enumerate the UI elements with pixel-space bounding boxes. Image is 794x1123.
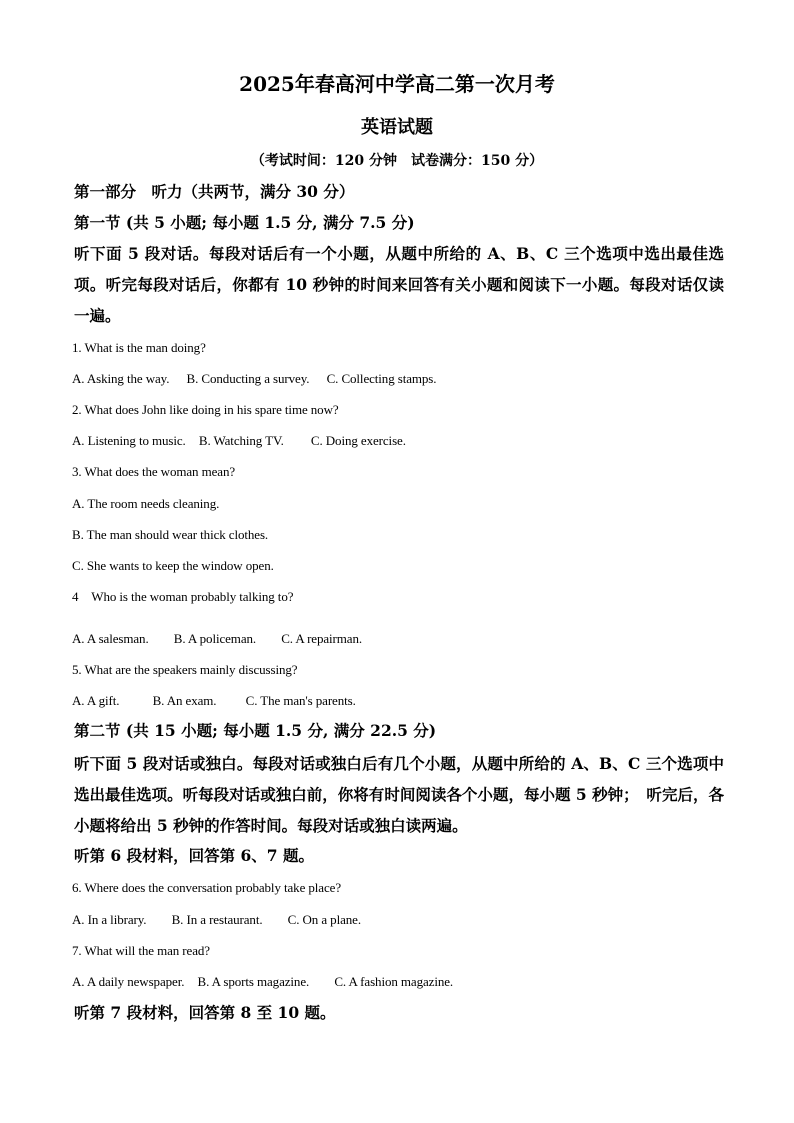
part1-heading: 第一部分 听力（共两节，满分 30 分） (74, 182, 355, 201)
option-b[interactable]: B. In a restaurant. (171, 912, 263, 927)
section1-heading: 第一节 (共 5 小题; 每小题 1.5 分, 满分 7.5 分) (74, 213, 415, 232)
section2-instructions: 听下面 5 段对话或独白。每段对话或独白后有几个小题，从题中所给的 A、B、C 三个选项中选出最佳选项。听每段对话或独白前，你将有时间阅读各个小题，每小题 5 秒钟； 听完后，各小题将给出 5 秒钟的作答时间。每段对话或独白读两遍。 (74, 754, 724, 835)
option-b[interactable]: B. A sports magazine. (197, 974, 310, 989)
option-a[interactable]: A. Asking the way. (72, 371, 170, 386)
option-b[interactable]: B. Conducting a survey. (186, 371, 310, 386)
question-options (72, 693, 370, 709)
question-stem: 4 Who is the woman probably talking to? (72, 589, 294, 604)
question-options (72, 371, 450, 387)
section2-heading: 第二节 (共 15 小题; 每小题 1.5 分, 满分 22.5 分) (74, 721, 437, 740)
option-c[interactable]: C. The man's parents. (245, 693, 356, 708)
page-subtitle: 英语试题 (361, 117, 433, 138)
option-b[interactable]: B. The man should wear thick clothes. (72, 527, 269, 542)
material-6-heading: 听第 6 段材料，回答第 6、7 题。 (74, 846, 314, 865)
question-stem: 6. Where does the conversation probably take place? (72, 880, 341, 895)
option-b[interactable]: B. A policeman. (173, 631, 257, 646)
question-options (72, 912, 375, 928)
option-a[interactable]: A. In a library. (72, 912, 147, 927)
option-c[interactable]: C. A fashion magazine. (334, 974, 454, 989)
option-a[interactable]: A. A gift. (72, 693, 120, 708)
question-stem: 5. What are the speakers mainly discussing? (72, 662, 298, 677)
option-b[interactable]: B. Watching TV. (198, 433, 284, 448)
option-c[interactable]: C. She wants to keep the window open. (72, 558, 274, 573)
question-options (72, 631, 376, 647)
material-7-heading: 听第 7 段材料，回答第 8 至 10 题。 (74, 1003, 336, 1022)
option-a[interactable]: A. A salesman. (72, 631, 149, 646)
question-stem: 1. What is the man doing? (72, 340, 206, 355)
option-c[interactable]: C. Collecting stamps. (326, 371, 437, 386)
option-a[interactable]: A. A daily newspaper. (72, 974, 185, 989)
page-title: 2025年春高河中学高二第一次月考 (239, 72, 555, 96)
question-stem: 2. What does John like doing in his spare time now? (72, 402, 339, 417)
question-stem: 7. What will the man read? (72, 943, 210, 958)
option-b[interactable]: B. An exam. (152, 693, 217, 708)
exam-info: （考试时间：120 分钟 试卷满分：150 分） (250, 153, 544, 169)
option-a[interactable]: A. Listening to music. (72, 433, 186, 448)
option-c[interactable]: C. A repairman. (281, 631, 363, 646)
question-options (72, 974, 467, 990)
section1-instructions: 听下面 5 段对话。每段对话后有一个小题，从题中所给的 A、B、C 三个选项中选出最佳选项。听完每段对话后，你都有 10 秒钟的时间来回答有关小题和阅读下一小题。每段对话仅读一遍。 (74, 244, 724, 325)
option-a[interactable]: A. The room needs cleaning. (72, 496, 220, 511)
question-options (72, 433, 420, 449)
option-c[interactable]: C. On a plane. (287, 912, 361, 927)
option-c[interactable]: C. Doing exercise. (310, 433, 406, 448)
question-stem: 3. What does the woman mean? (72, 464, 236, 479)
